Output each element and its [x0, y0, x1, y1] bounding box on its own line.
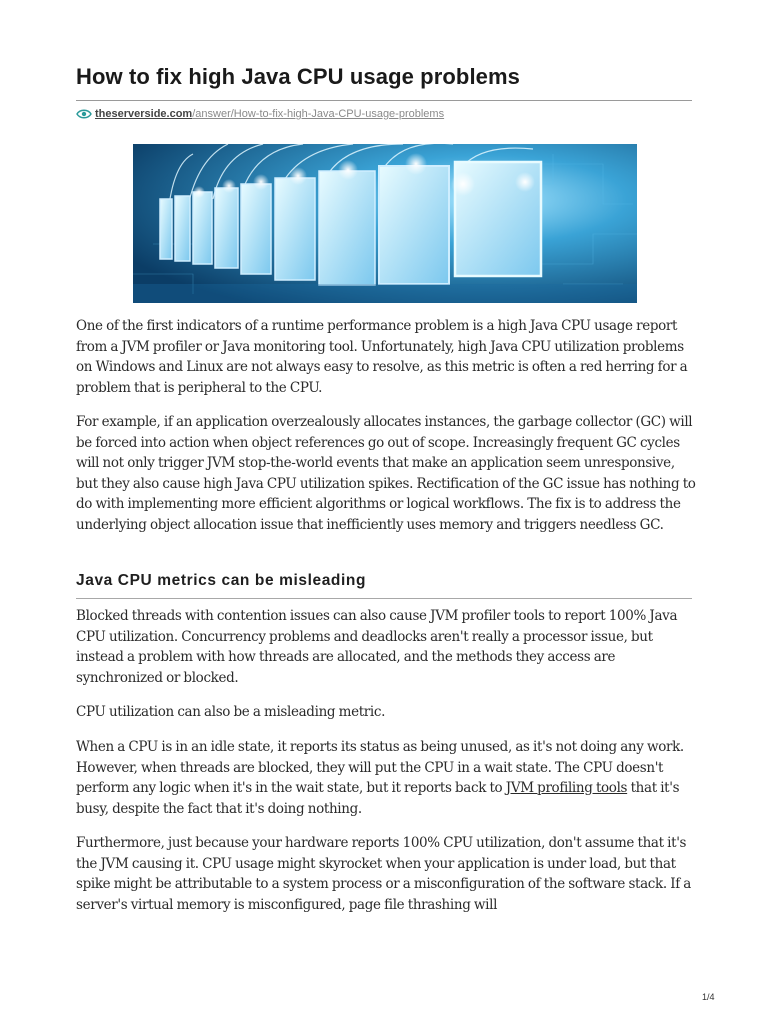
paragraph-gc-example: For example, if an application overzealously allocates instances, the garbage collector (GC) will be forced into action when object references go out of scope. Increasingly frequent GC cycles will not only trigger JVM stop-the-world events that make an application seem unresponsive, but they also cause high Java CPU utilization spikes. Rectification of the GC issue has nothing to do with implementing more efficient algorithms or logical workflows. The fix is to address the underlying object allocation issue that inefficiently uses memory and triggers needless GC.	[76, 414, 696, 533]
wait-state-text-after: that it's busy, despite the fact that it's doing nothing.	[76, 780, 680, 817]
jvm-profiling-tools-link[interactable]: JVM profiling tools	[505, 780, 628, 796]
source-domain[interactable]: theserverside.com	[95, 108, 193, 120]
hero-image	[133, 144, 637, 303]
title-divider	[76, 100, 692, 101]
source-link[interactable]	[76, 106, 444, 122]
source-path[interactable]: /answer/How-to-fix-high-Java-CPU-usage-problems	[192, 108, 445, 120]
paragraph-intro: One of the first indicators of a runtime performance problem is a high Java CPU usage report from a JVM profiler or Java monitoring tool. Unfortunately, high Java CPU utilization problems on Windows and Linux are not always easy to resolve, as this metric is often a red herring for a problem that is peripheral to the CPU.	[76, 318, 688, 396]
eye-icon	[76, 108, 92, 120]
page-title: How to fix high Java CPU usage problems	[76, 64, 520, 89]
paragraph-hardware-reports: Furthermore, just because your hardware reports 100% CPU utilization, don't assume that it's the JVM causing it. CPU usage might skyrocket when your application is under load, but that spike might be attributable to a system process or a misconfiguration of the software stack. If a server's virtual memory is misconfigured, page file thrashing will	[76, 835, 691, 913]
section-heading: Java CPU metrics can be misleading	[76, 572, 367, 589]
section-divider	[76, 598, 692, 599]
paragraph-misleading-metric: CPU utilization can also be a misleading metric.	[76, 704, 386, 720]
paragraph-wait-state	[76, 737, 696, 819]
paragraph-blocked-threads: Blocked threads with contention issues can also cause JVM profiler tools to report 100% Java CPU utilization. Concurrency problems and deadlocks aren't really a processor issue, but instead a problem with how threads are allocated, and the methods they access are synchronized or blocked.	[76, 608, 678, 686]
page-number: 1/4	[702, 992, 715, 1002]
wait-state-text-before: When a CPU is in an idle state, it reports its status as being unused, as it's not doing any work. However, when threads are blocked, they will put the CPU in a wait state. The CPU doesn't perform any logic when it's in the wait state, but it reports back to	[76, 739, 684, 796]
